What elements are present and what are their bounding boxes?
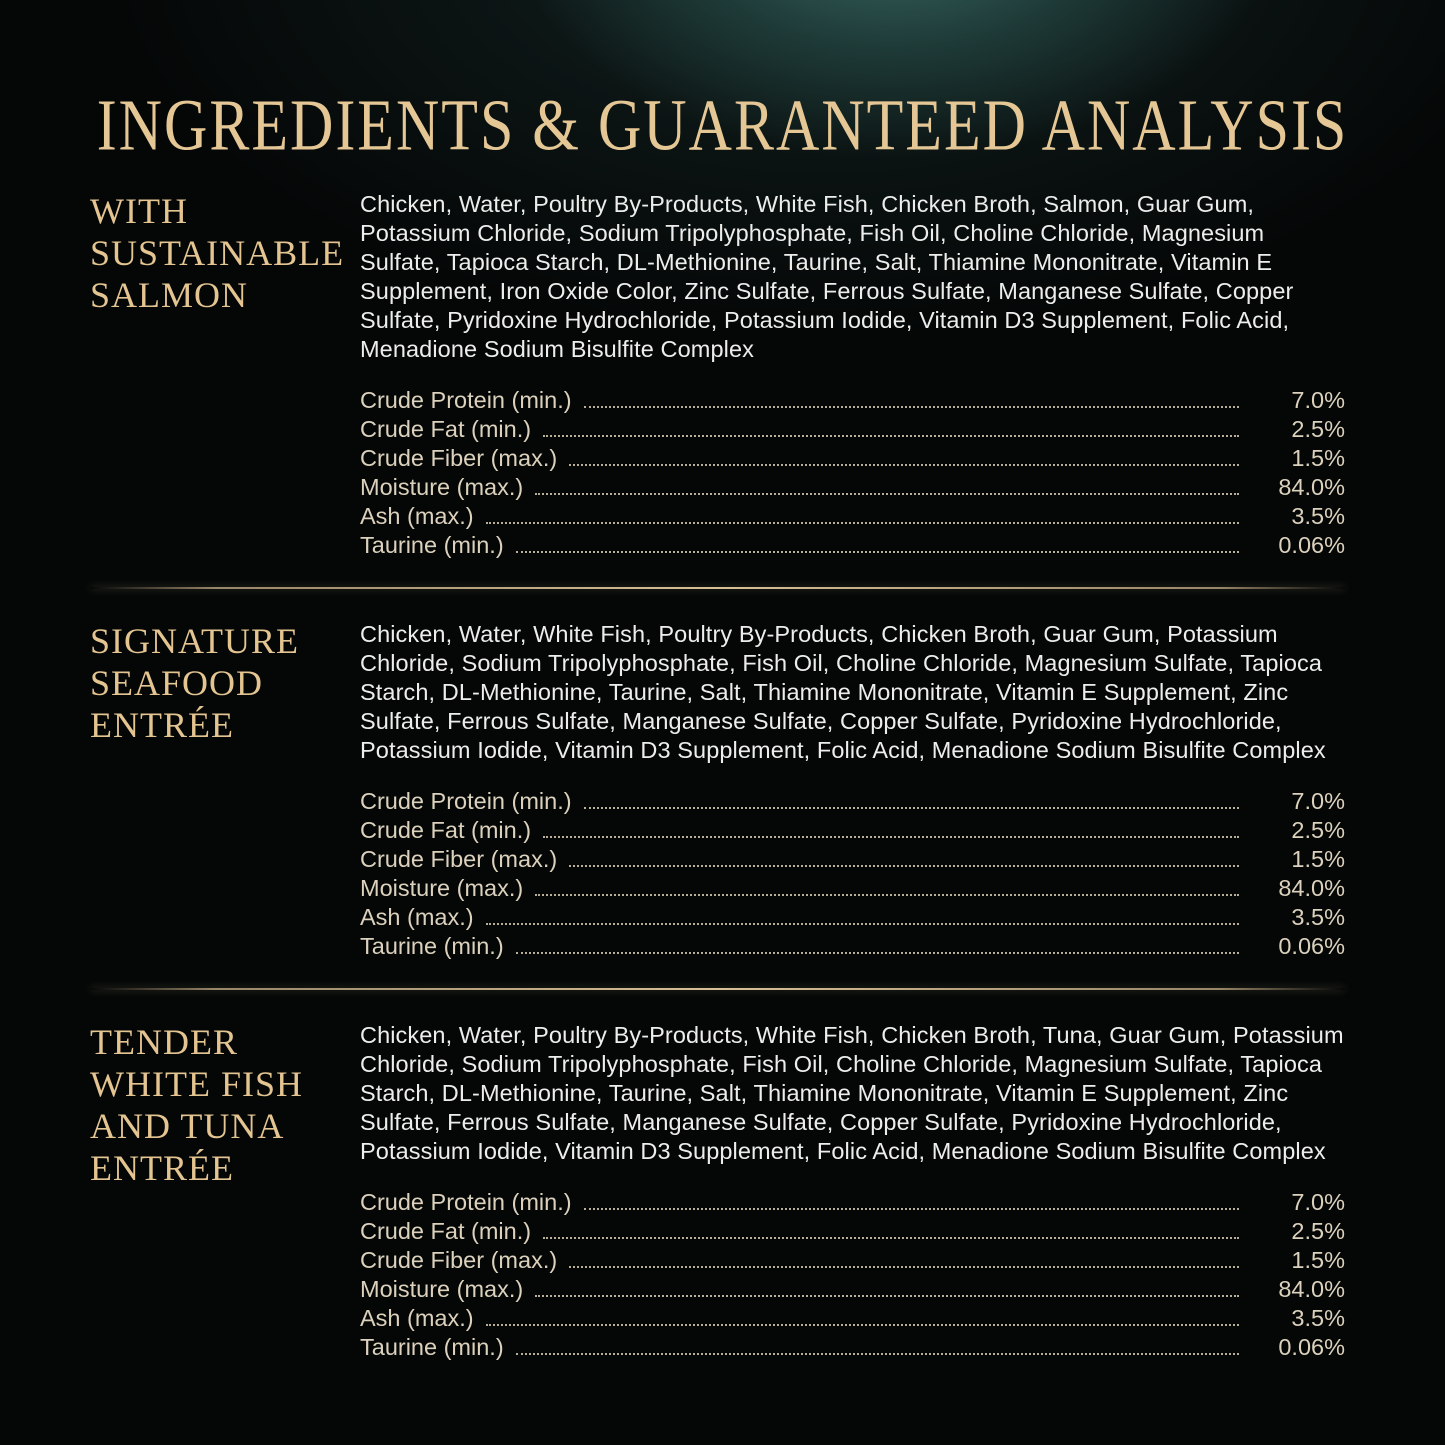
- dotted-leader: [543, 1237, 1239, 1239]
- section-heading-line: TENDER: [90, 1022, 238, 1062]
- gold-divider-line: [90, 587, 1345, 589]
- dotted-leader: [535, 894, 1239, 896]
- analysis-value: 0.06%: [1278, 532, 1345, 558]
- analysis-label: Ash (max.): [360, 503, 474, 529]
- analysis-value: 7.0%: [1291, 387, 1345, 413]
- analysis-row: [360, 1246, 1345, 1275]
- dotted-leader: [584, 807, 1239, 809]
- analysis-label: Taurine (min.): [360, 933, 504, 959]
- analysis-label: Moisture (max.): [360, 875, 524, 901]
- section-sustainable-salmon: [90, 190, 1345, 560]
- dotted-leader: [486, 522, 1239, 524]
- analysis-label: Ash (max.): [360, 1305, 474, 1331]
- analysis-row: [360, 932, 1345, 961]
- gold-divider-line: [90, 988, 1345, 990]
- analysis-label: Crude Fat (min.): [360, 1218, 532, 1244]
- section-heading-line: ENTRÉE: [90, 705, 234, 745]
- analysis-row: [360, 874, 1345, 903]
- section-body-column: [360, 190, 1345, 560]
- analysis-label: Crude Fat (min.): [360, 416, 532, 442]
- dotted-leader: [584, 1208, 1239, 1210]
- section-heading-column: [90, 620, 360, 746]
- analysis-row: [360, 473, 1345, 502]
- analysis-value: 2.5%: [1291, 1218, 1345, 1244]
- analysis-row: [360, 903, 1345, 932]
- analysis-value: 2.5%: [1291, 817, 1345, 843]
- section-heading-line: SIGNATURE: [90, 621, 300, 661]
- analysis-row: [360, 1217, 1345, 1246]
- guaranteed-analysis-table: [360, 386, 1345, 560]
- section-heading: [90, 1021, 360, 1189]
- section-body-column: [360, 620, 1345, 961]
- dotted-leader: [543, 435, 1239, 437]
- analysis-label: Crude Protein (min.): [360, 387, 572, 413]
- dotted-leader: [516, 1353, 1239, 1355]
- analysis-value: 2.5%: [1291, 416, 1345, 442]
- analysis-row: [360, 531, 1345, 560]
- analysis-label: Crude Protein (min.): [360, 788, 572, 814]
- guaranteed-analysis-table: [360, 1188, 1345, 1362]
- analysis-row: [360, 1333, 1345, 1362]
- section-heading-line: WHITE FISH: [90, 1064, 303, 1104]
- analysis-row: [360, 845, 1345, 874]
- section-heading-line: SUSTAINABLE: [90, 233, 345, 273]
- dotted-leader: [543, 836, 1239, 838]
- ingredients-paragraph: Chicken, Water, White Fish, Poultry By-Products, Chicken Broth, Guar Gum, Potassium Chloride, Sodium Tripolyphosphate, Fish Oil, Choline Chloride, Magnesium Sulfate, Tapioca Starch, DL-Methionine, Taurine, Salt, Thiamine Mononitrate, Vitamin E Supplement, Zinc Sulfate, Ferrous Sulfate, Manganese Sulfate, Copper Sulfate, Pyridoxine Hydrochloride, Potassium Iodide, Vitamin D3 Supplement, Folic Acid, Menadione Sodium Bisulfite Complex: [360, 621, 1326, 763]
- analysis-value: 7.0%: [1291, 1189, 1345, 1215]
- analysis-label: Crude Fiber (max.): [360, 1247, 558, 1273]
- guaranteed-analysis-table: [360, 787, 1345, 961]
- analysis-value: 0.06%: [1278, 1334, 1345, 1360]
- dotted-leader: [486, 923, 1239, 925]
- label-content: [0, 150, 1445, 1362]
- analysis-value: 0.06%: [1278, 933, 1345, 959]
- analysis-label: Taurine (min.): [360, 532, 504, 558]
- section-heading-line: ENTRÉE: [90, 1148, 234, 1188]
- dotted-leader: [535, 493, 1239, 495]
- analysis-row: [360, 816, 1345, 845]
- section-heading-line: SALMON: [90, 275, 249, 315]
- analysis-label: Crude Protein (min.): [360, 1189, 572, 1215]
- section-heading: [90, 190, 360, 316]
- dotted-leader: [516, 551, 1239, 553]
- analysis-label: Moisture (max.): [360, 474, 524, 500]
- analysis-row: [360, 502, 1345, 531]
- analysis-value: 3.5%: [1291, 1305, 1345, 1331]
- ingredients-paragraph: Chicken, Water, Poultry By-Products, White Fish, Chicken Broth, Tuna, Guar Gum, Potassium Chloride, Sodium Tripolyphosphate, Fish Oil, Choline Chloride, Magnesium Sulfate, Tapioca Starch, DL-Methionine, Taurine, Salt, Thiamine Mononitrate, Vitamin E Supplement, Zinc Sulfate, Ferrous Sulfate, Manganese Sulfate, Copper Sulfate, Pyridoxine Hydrochloride, Potassium Iodide, Vitamin D3 Supplement, Folic Acid, Menadione Sodium Bisulfite Complex: [360, 1022, 1344, 1164]
- dotted-leader: [584, 406, 1239, 408]
- section-heading-line: SEAFOOD: [90, 663, 264, 703]
- analysis-value: 1.5%: [1291, 1247, 1345, 1273]
- analysis-row: [360, 444, 1345, 473]
- analysis-row: [360, 1188, 1345, 1217]
- analysis-label: Crude Fiber (max.): [360, 846, 558, 872]
- analysis-label: Moisture (max.): [360, 1276, 524, 1302]
- analysis-value: 84.0%: [1278, 875, 1345, 901]
- analysis-value: 1.5%: [1291, 846, 1345, 872]
- section-body-column: [360, 1021, 1345, 1362]
- section-signature-seafood-entree: [90, 620, 1345, 961]
- section-white-fish-tuna-entree: [90, 1021, 1345, 1362]
- dotted-leader: [516, 952, 1239, 954]
- analysis-row: [360, 1275, 1345, 1304]
- page-title: INGREDIENTS & GUARANTEED ANALYSIS: [96, 84, 1349, 166]
- dotted-leader: [569, 1266, 1239, 1268]
- analysis-value: 84.0%: [1278, 1276, 1345, 1302]
- analysis-value: 1.5%: [1291, 445, 1345, 471]
- analysis-row: [360, 386, 1345, 415]
- analysis-label: Ash (max.): [360, 904, 474, 930]
- dotted-leader: [535, 1295, 1239, 1297]
- analysis-row: [360, 415, 1345, 444]
- section-heading: [90, 620, 360, 746]
- analysis-value: 7.0%: [1291, 788, 1345, 814]
- section-heading-line: AND TUNA: [90, 1106, 285, 1146]
- analysis-label: Taurine (min.): [360, 1334, 504, 1360]
- ingredients-paragraph: Chicken, Water, Poultry By-Products, White Fish, Chicken Broth, Salmon, Guar Gum, Potassium Chloride, Sodium Tripolyphosphate, Fish Oil, Choline Chloride, Magnesium Sulfate, Tapioca Starch, DL-Methionine, Taurine, Salt, Thiamine Mononitrate, Vitamin E Supplement, Iron Oxide Color, Zinc Sulfate, Ferrous Sulfate, Manganese Sulfate, Copper Sulfate, Pyridoxine Hydrochloride, Potassium Iodide, Vitamin D3 Supplement, Folic Acid, Menadione Sodium Bisulfite Complex: [360, 191, 1294, 362]
- analysis-row: [360, 787, 1345, 816]
- section-heading-line: WITH: [90, 191, 188, 231]
- dotted-leader: [486, 1324, 1239, 1326]
- analysis-label: Crude Fat (min.): [360, 817, 532, 843]
- analysis-value: 84.0%: [1278, 474, 1345, 500]
- section-heading-column: [90, 190, 360, 316]
- analysis-label: Crude Fiber (max.): [360, 445, 558, 471]
- analysis-row: [360, 1304, 1345, 1333]
- dotted-leader: [569, 464, 1239, 466]
- analysis-value: 3.5%: [1291, 904, 1345, 930]
- analysis-value: 3.5%: [1291, 503, 1345, 529]
- section-heading-column: [90, 1021, 360, 1189]
- dotted-leader: [569, 865, 1239, 867]
